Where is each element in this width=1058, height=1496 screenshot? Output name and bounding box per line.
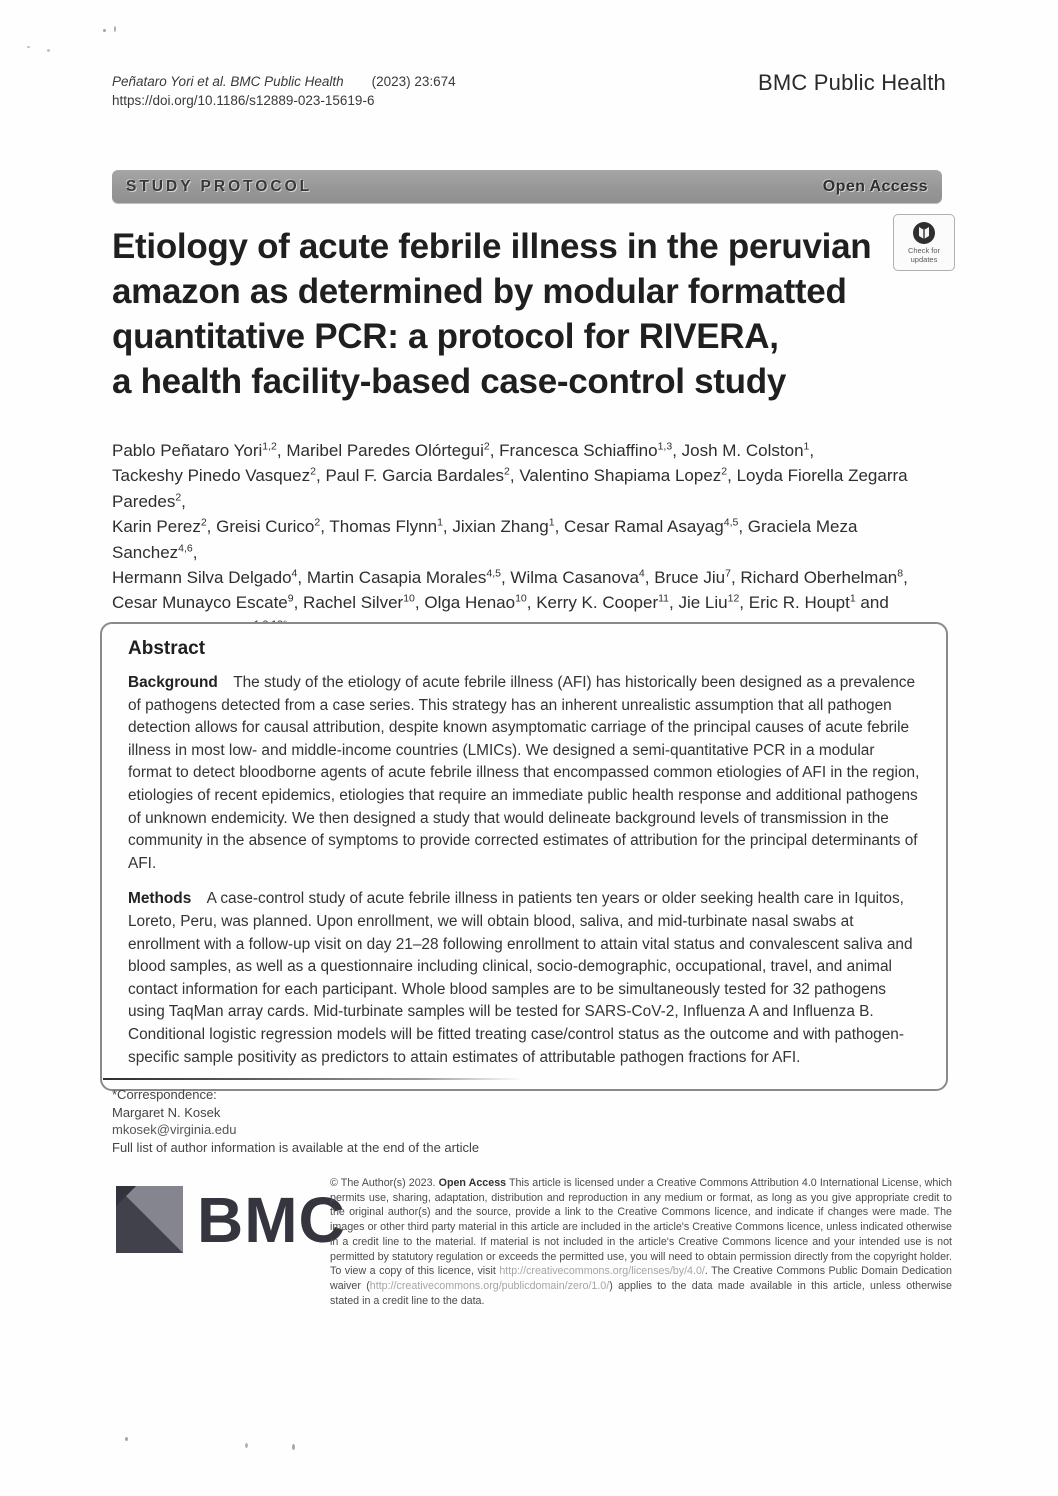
copyright-suffix: ) applies to the data made available in this article, unless otherwise stated in a credit line to the data. (330, 1279, 952, 1307)
article-type-label: STUDY PROTOCOL (126, 177, 313, 195)
abstract-card (100, 622, 948, 1091)
correspondence-email[interactable]: mkosek@virginia.edu (112, 1122, 237, 1137)
correspondence-name: Margaret N. Kosek (112, 1104, 221, 1120)
article-title-line: a health facility-based case-control study (112, 362, 786, 401)
author-line: Pablo Peñataro Yori$^{1,2}$, Maribel Paredes Olórtegui$^2$, Francesca Schiaffino$^{1,3}$, Josh M. Colston$^1$, (112, 440, 815, 460)
copyright-prefix: © The Author(s) 2023. (330, 1177, 439, 1189)
author-line: Hermann Silva Delgado$^4$, Martin Casapia Morales$^{4,5}$, Wilma Casanova$^4$, Bruce Jiu$^7$, Richard Oberhelman$^8$, (112, 567, 908, 588)
article-title (112, 224, 902, 404)
citation-authors: Peñataro Yori et al. BMC Public Health (112, 74, 344, 89)
article-title-line: Etiology of acute febrile illness in the peruvian (112, 227, 872, 266)
open-access-label: Open Access (822, 177, 928, 195)
abstract-background-text: The study of the etiology of acute febrile illness (AFI) has historically been designed as a prevalence of pathogens detected from a case series. This strategy has an inherent unrealistic assumption that all pathogen detection allows for causal attribution, despite known asymptomatic carriage of the principal causes of acute febrile illness in most low- and middle-income countries (LMICs). We designed a semi-quantitative PCR in a modular format to detect bloodborne agents of acute febrile illness that encompassed common etiologies of AFI in the region, etiologies of recent epidemics, etiologies that require an immediate public health response and additional pathogens of unknown endemicity. We then designed a study that would delineate background levels of transmission in the community in the absence of symptoms to provide corrected estimates of attribution for the principal determinants of AFI. (128, 674, 920, 872)
bmc-logo (116, 1183, 346, 1256)
check-for-updates-badge[interactable] (893, 214, 955, 271)
header-citation (112, 72, 456, 110)
correspondence-separator (103, 1078, 523, 1080)
abstract-background-label: Background (128, 674, 218, 691)
scan-artifact (103, 29, 106, 32)
check-for-updates-icon (912, 221, 936, 245)
abstract-heading: Abstract (128, 638, 206, 659)
abstract-methods-label: Methods (128, 890, 192, 908)
scan-artifact (47, 49, 50, 52)
author-line: Tackeshy Pinedo Vasquez$^2$, Paul F. Garcia Bardales$^2$, Valentino Shapiama Lopez$^2$, Loyda Fiorella Zegarra Paredes$^2$, (112, 465, 908, 511)
copyright-mid: . The Creative Commons Public Domain Dedication waiver ( (330, 1265, 952, 1292)
citation-issue: (2023) 23:674 (371, 74, 456, 89)
license-link-1[interactable]: http://creativecommons.org/licenses/by/4.0/ (499, 1265, 705, 1278)
author-line: Cesar Munayco Escate$^9$, Rachel Silver$^{10}$, Olga Henao$^{10}$, Kerry K. Cooper$^{11}$, Jie Liu$^{12}$, Eric R. Houpt$^1$ and (112, 592, 889, 613)
bmc-logo-icon (116, 1186, 183, 1253)
scan-artifact (245, 1443, 248, 1448)
article-type-banner (112, 170, 942, 203)
license-link-2[interactable]: http://creativecommons.org/publicdomain/zero/1.0/ (369, 1279, 610, 1292)
correspondence-label: *Correspondence: (112, 1087, 217, 1102)
abstract-methods-text: A case-control study of acute febrile illness in patients ten years or older seeking health care in Iquitos, Loreto, Peru, was planned. Upon enrollment, we will obtain blood, saliva, and mid-turbinate nasal swabs at enrollment with a follow-up visit on day 21–28 following enrollment to attain vital status and convalescent saliva and blood samples, as well as a questionnaire including clinical, socio-demographic, occupational, travel, and animal contact information for each participant. Whole blood samples are to be simultaneously tested for 32 pathogens using TaqMan array cards. Mid-turbinate samples will be tested for SARS-CoV-2, Influenza A and Influenza B. Conditional logistic regression models will be fitted treating case/control status as the outcome and with pathogen-specific sample positivity as predictors to attain estimates of attributable pathogen fractions for AFI. (128, 890, 913, 1066)
copyright-body: This article is licensed under a Creative Commons Attribution 4.0 International License, which permits use, sharing, adaptation, distribution and reproduction in any medium or format, as long as you give appropriate credit to the original author(s) and the source, provide a link to the Creative Commons licence, and indicate if changes were made. The images or other third party material in this article are included in the article's Creative Commons licence, unless indicated otherwise in a credit line to the material. If material is not included in the article's Creative Commons licence and your intended use is not permitted by statutory regulation or exceeds the permitted use, you will need to obtain permission directly from the copyright holder. To view a copy of this licence, visit (330, 1177, 952, 1278)
abstract-background (128, 672, 922, 875)
author-line: Karin Perez$^2$, Greisi Curico$^2$, Thomas Flynn$^1$, Jixian Zhang$^1$, Cesar Ramal Asayag$^{4,5}$, Graciela Meza Sanchez$^{4,6}$, (112, 516, 858, 562)
scan-artifact (27, 46, 30, 48)
scan-artifact (125, 1437, 128, 1441)
article-title-line: amazon as determined by modular formatted (112, 272, 847, 311)
doi-link[interactable]: https://doi.org/10.1186/s12889-023-15619-6 (112, 93, 375, 108)
author-info-note: Full list of author information is available at the end of the article (112, 1140, 480, 1155)
correspondence-block (112, 1086, 236, 1139)
abstract-methods (128, 888, 922, 1069)
article-title-line: quantitative PCR: a protocol for RIVERA, (112, 317, 779, 356)
author-list (112, 438, 940, 641)
journal-name: BMC Public Health (757, 70, 946, 95)
check-for-updates-label: Check for updates (907, 246, 941, 264)
scan-artifact (292, 1444, 295, 1450)
copyright-text (330, 1176, 952, 1308)
scan-artifact (114, 26, 116, 32)
copyright-open-access: Open Access (438, 1177, 507, 1189)
bmc-logo-text: BMC (197, 1183, 346, 1256)
